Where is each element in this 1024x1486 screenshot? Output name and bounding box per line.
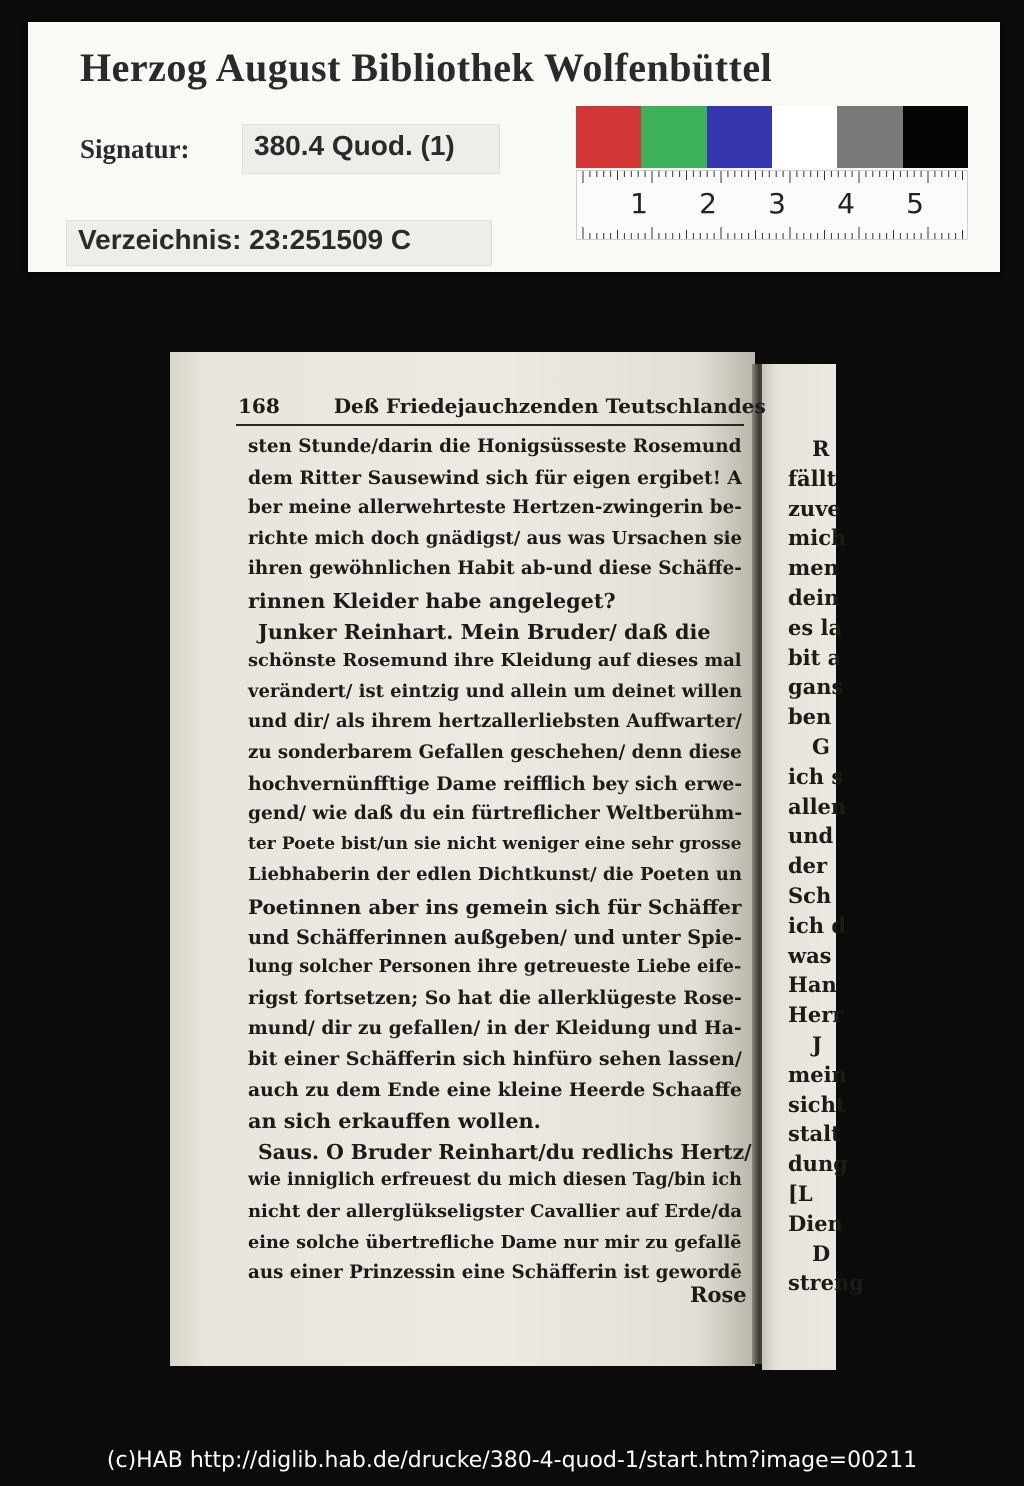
swatch-red <box>576 106 641 168</box>
facing-line: streng <box>788 1270 864 1296</box>
facing-line: mich <box>788 525 847 551</box>
text-line: Poetinnen aber ins gemein sich für Schäffer <box>248 895 742 919</box>
library-name: Herzog August Bibliothek Wolfenbüttel <box>80 45 773 90</box>
text-line: gend/ wie daß du ein fürtreflicher Weltberühm- <box>248 803 743 825</box>
text-line: aus einer Prinzessin eine Schäfferin ist gewordē <box>248 1262 742 1284</box>
facing-line: es la <box>788 614 843 640</box>
catalog-card <box>28 22 1000 272</box>
text-line: und Schäfferinnen außgeben/ und unter Spie- <box>248 925 742 949</box>
text-line: ber meine allerwehrteste Hertzen-zwingerin be- <box>248 497 742 519</box>
text-line: schönste Rosemund ihre Kleidung auf dieses mal <box>248 650 742 672</box>
facing-line: gans <box>788 674 844 700</box>
text-line: mund/ dir zu gefallen/ in der Kleidung und Ha- <box>248 1017 742 1040</box>
text-line: hochvernünfftige Dame reifflich bey sich erwe- <box>248 772 743 795</box>
facing-line: J <box>812 1032 822 1057</box>
facing-line: ben <box>788 704 832 730</box>
text-line: Liebhaberin der edlen Dichtkunst/ die Poeten un <box>248 864 743 886</box>
text-line: auch zu dem Ende eine kleine Heerde Schaaffe <box>248 1078 742 1101</box>
text-line: und dir/ als ihrem hertzallerliebsten Auffwarter/ <box>248 711 742 733</box>
header-rule <box>236 424 744 426</box>
facing-line: Herr <box>788 1002 844 1028</box>
text-line: richte mich doch gnädigst/ aus was Ursachen sie <box>248 527 742 549</box>
facing-line: fällt <box>788 465 837 491</box>
text-line: sten Stunde/darin die Honigsüsseste Rosemund <box>248 436 742 457</box>
facing-line: R <box>812 436 830 461</box>
swatch-blue <box>707 106 772 168</box>
facing-line: Dien <box>788 1210 843 1236</box>
text-line: ter Poete bist/un sie nicht weniger eine sehr grosse <box>248 833 742 854</box>
facing-line: stalt <box>788 1121 841 1147</box>
ruler-number-3: 3 <box>768 187 786 220</box>
running-head <box>238 394 766 418</box>
text-line: rigst fortsetzen; So hat die allerklügeste Rose- <box>248 986 742 1009</box>
facing-line: Sch <box>788 883 832 908</box>
text-line: verändert/ ist eintzig und allein um deinet willen <box>248 680 743 702</box>
facing-line: der <box>788 853 828 879</box>
scale-ruler <box>576 170 968 240</box>
footer-credit: (c)HAB http://diglib.hab.de/drucke/380-4-quod-1/start.htm?image=00211 <box>106 1448 918 1473</box>
swatch-white <box>772 106 837 168</box>
text-line: an sich erkauffen wollen. <box>248 1109 541 1134</box>
facing-line: ich s <box>788 763 844 789</box>
facing-line: G <box>812 734 830 759</box>
facing-line: ich d <box>788 912 847 938</box>
facing-line: D <box>812 1240 831 1266</box>
facing-line: Han <box>788 972 837 998</box>
facing-line: dein <box>788 585 840 610</box>
facing-line: sicht <box>788 1091 846 1117</box>
facing-line: was <box>788 942 832 968</box>
running-title: Deß Friedejauchzenden Teutschlandes <box>333 394 766 418</box>
text-line: wie inniglich erfreuest du mich diesen Tag/bin ich <box>248 1170 742 1191</box>
signatur-value: 380.4 Quod. (1) <box>254 130 455 161</box>
ruler-number-5: 5 <box>906 187 924 220</box>
text-line: dem Ritter Sausewind sich für eigen ergibet! A <box>248 466 742 489</box>
ruler-number-1: 1 <box>630 187 648 220</box>
facing-line: mein <box>788 1061 847 1087</box>
ruler-number-4: 4 <box>837 187 855 220</box>
facing-line: und <box>788 823 834 849</box>
text-line: eine solche übertrefliche Dame nur mir zu gefallē <box>248 1231 742 1253</box>
signatur-label: Signatur: <box>80 134 190 164</box>
facing-line: zuve <box>788 495 841 521</box>
text-line: bit einer Schäfferin sich hinfüro sehen lassen/ <box>248 1048 742 1070</box>
text-line: ihren gewöhnlichen Habit ab-und diese Schäffe- <box>248 558 742 580</box>
color-chart <box>576 106 968 168</box>
text-line: zu sonderbarem Gefallen geschehen/ denn diese <box>248 742 742 763</box>
text-line: Saus. O Bruder Reinhart/du redlichs Hertz/ <box>258 1139 752 1164</box>
page-number: 168 <box>238 394 280 418</box>
text-line: nicht der allerglükseligster Cavallier auf Erde/da <box>248 1201 743 1222</box>
facing-line: bit a <box>788 644 842 670</box>
facing-line: allen <box>788 793 847 819</box>
facing-line: men <box>788 555 839 581</box>
facing-line: dung <box>788 1151 848 1177</box>
ruler-number-2: 2 <box>699 187 717 220</box>
swatch-black <box>903 106 968 168</box>
catchword: Rose <box>690 1282 747 1307</box>
swatch-gray <box>837 106 902 168</box>
text-line: Junker Reinhart. Mein Bruder/ daß die <box>258 619 711 644</box>
text-line: rinnen Kleider habe angeleget? <box>248 589 616 613</box>
swatch-green <box>641 106 706 168</box>
verzeichnis-id: Verzeichnis: 23:251509 C <box>78 224 412 255</box>
text-line: lung solcher Personen ihre getreueste Liebe eife- <box>248 956 742 978</box>
facing-line: [L <box>788 1181 813 1206</box>
